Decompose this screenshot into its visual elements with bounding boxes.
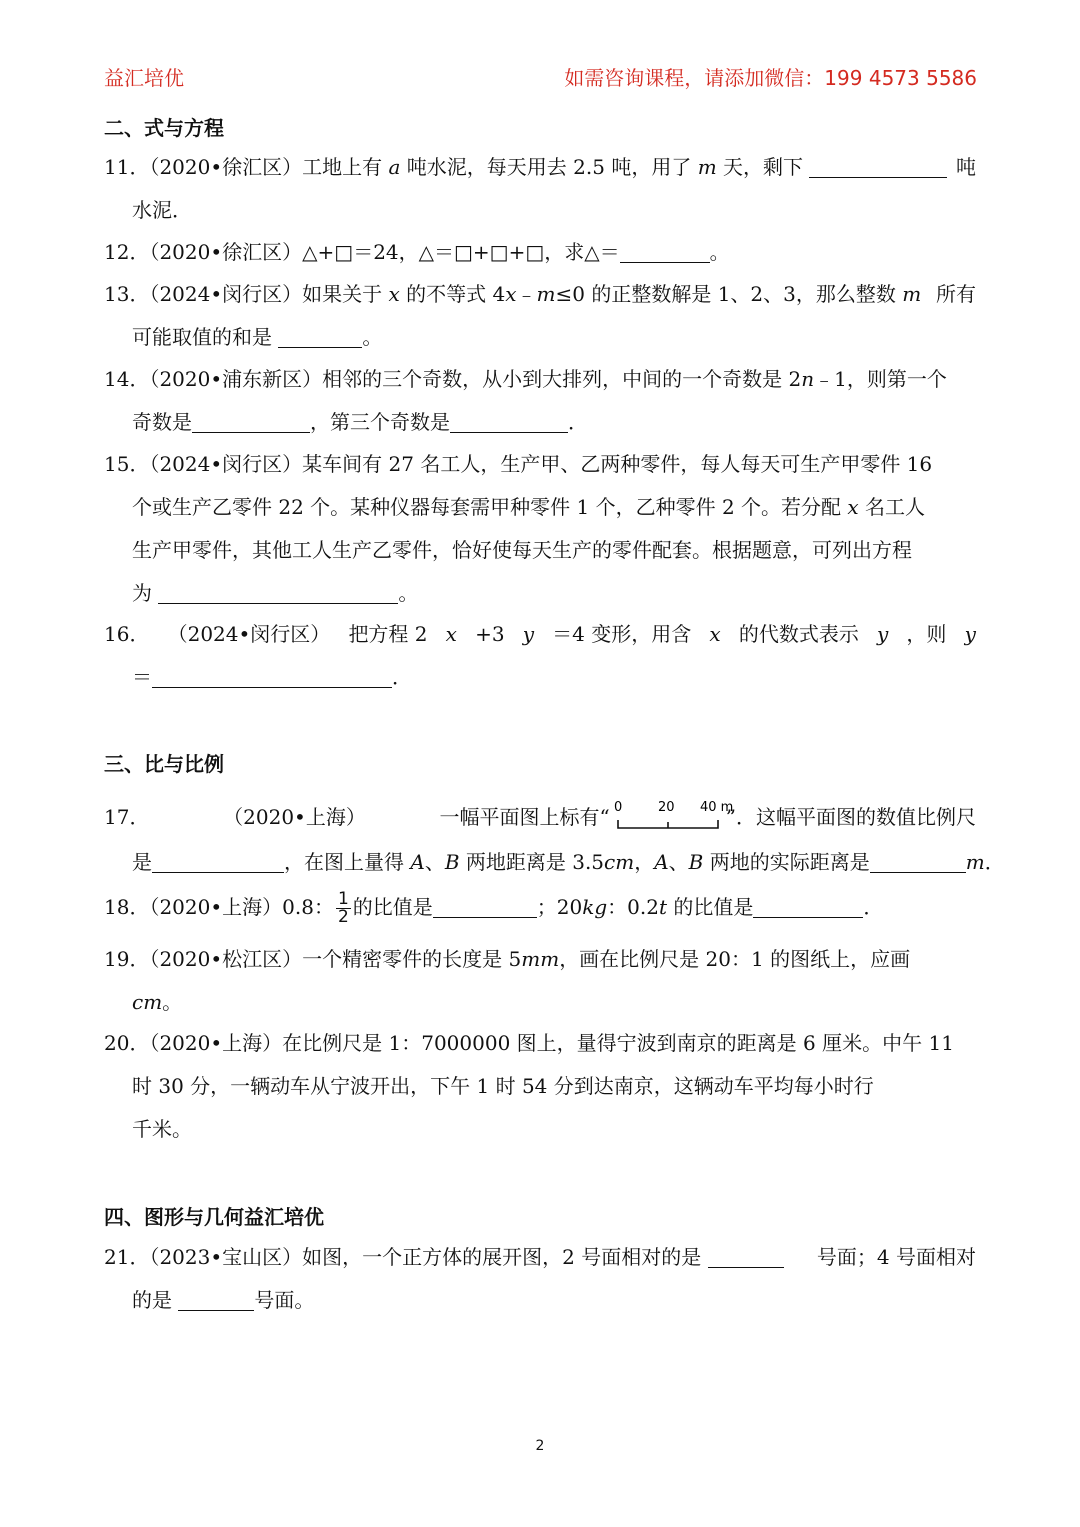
question-12 [104, 231, 976, 274]
question-text: 千米。 [132, 1117, 192, 1141]
question-text: 水泥． [132, 198, 192, 222]
question-text: 两地的实际距离是 [703, 850, 870, 874]
unit: m [965, 850, 985, 874]
question-number: 13． [104, 282, 150, 306]
question-text: 生产甲零件，其他工人生产乙零件，恰好使每天生产的零件配套。根据题意，可列出方程 [132, 538, 912, 562]
variable: n [801, 367, 815, 391]
unit: t [658, 895, 668, 919]
question-text: 的不等式 4 [399, 282, 506, 306]
question-text: 一个精密零件的长度是 5 [302, 947, 522, 971]
answer-blank[interactable] [192, 410, 310, 433]
question-13 [104, 273, 976, 359]
variable: y [964, 622, 976, 646]
answer-blank[interactable] [178, 1288, 254, 1311]
question-text: ＝ [132, 665, 152, 689]
scale-bar-graphic [613, 800, 734, 834]
question-11 [104, 146, 976, 232]
question-text: 工地上有 [302, 155, 389, 179]
question-number: 21． [104, 1245, 150, 1269]
variable: x [445, 622, 457, 646]
question-text: 个或生产乙零件 22 个。某种仪器每套需甲种零件 1 个，乙种零件 2 个。若分配 [132, 495, 848, 519]
question-text: 如图，一个正方体的展开图，2 号面相对的是 [302, 1245, 708, 1269]
variable: a [388, 155, 401, 179]
question-source: （2023•宝山区） [149, 1245, 303, 1269]
question-text: 、 [668, 850, 689, 874]
question-source: （2020•徐汇区） [149, 155, 303, 179]
question-text: 。 [398, 581, 419, 605]
question-source: （2020•上海） [149, 895, 283, 919]
question-text: ＝4 变形，用含 [552, 622, 692, 646]
section-heading-equations: 二、式与方程 [104, 116, 224, 140]
question-text: 。 [362, 325, 383, 349]
question-number: 17． [104, 805, 150, 829]
question-number: 14． [104, 367, 150, 391]
answer-blank[interactable] [433, 895, 537, 918]
question-text: 0.8： [282, 895, 334, 919]
question-text: 所有 [936, 282, 976, 306]
variable: m [536, 282, 556, 306]
variable: m [902, 282, 922, 306]
question-number: 20． [104, 1031, 150, 1055]
variable: x [709, 622, 721, 646]
question-text: 、 [424, 850, 445, 874]
question-text: 的比值是 [352, 895, 433, 919]
fraction [336, 891, 351, 926]
question-number: 11． [104, 155, 150, 179]
question-text: 可能取值的和是 [132, 325, 279, 349]
question-source: （2020•松江区） [149, 947, 303, 971]
question-text: ﹣1，则第一个 [814, 367, 947, 391]
fraction-denominator: 2 [337, 907, 349, 927]
scale-line [618, 820, 718, 828]
question-21 [104, 1236, 976, 1322]
unit: kg [582, 895, 608, 919]
question-text: ． [984, 850, 1005, 874]
question-15 [104, 443, 976, 615]
variable: x [505, 282, 517, 306]
question-text: 的比值是 [667, 895, 754, 919]
question-number: 15． [104, 452, 150, 476]
question-text: 名工人 [858, 495, 926, 519]
question-text: ，则 [906, 622, 947, 646]
answer-blank[interactable] [753, 895, 863, 918]
unit: cm [132, 990, 163, 1014]
question-source: （2020•徐汇区） [149, 240, 303, 264]
section-heading-ratio: 三、比与比例 [104, 752, 224, 776]
question-text: ≤0 的正整数解是 1、2、3，那么整数 [555, 282, 903, 306]
question-text: ． [392, 665, 412, 689]
question-text: △+□＝24，△＝□+□+□，求△＝ [302, 240, 620, 264]
question-14 [104, 358, 976, 444]
question-source: （2020•上海） [223, 805, 366, 829]
answer-blank[interactable] [708, 1245, 784, 1268]
question-text: ，第三个奇数是 [310, 410, 450, 434]
variable: x [847, 495, 859, 519]
answer-blank[interactable] [809, 155, 947, 178]
scale-label-0: 0 [613, 800, 623, 815]
answer-blank[interactable] [158, 581, 398, 604]
variable: A [410, 850, 425, 874]
question-text: 吨水泥，每天用去 2.5 吨，用了 [400, 155, 698, 179]
question-text: 在比例尺是 1：7000000 图上，量得宁波到南京的距离是 6 厘米。中午 11 [282, 1031, 954, 1055]
question-number: 16． [104, 622, 150, 646]
question-text: 的是 [132, 1288, 179, 1312]
question-source: （2020•浦东新区） [149, 367, 323, 391]
answer-blank[interactable] [870, 850, 966, 873]
question-text: 一幅平面图上标有“ [439, 805, 610, 829]
question-text: ，在图上量得 [284, 850, 411, 874]
question-number: 19． [104, 947, 150, 971]
question-text: 把方程 2 [348, 622, 428, 646]
question-source: （2024•闵行区） [167, 622, 331, 646]
question-text: 。 [709, 240, 730, 264]
scale-bar [613, 800, 734, 834]
question-source: （2020•上海） [149, 1031, 283, 1055]
answer-blank[interactable] [278, 325, 362, 348]
question-17 [104, 796, 1005, 884]
question-text: 号面；4 号面相对 [816, 1245, 976, 1269]
unit: mm [521, 947, 560, 971]
variable: B [688, 850, 704, 874]
answer-blank[interactable] [450, 410, 568, 433]
question-text: 吨 [956, 155, 976, 179]
question-number: 12． [104, 240, 150, 264]
scale-label-20: 20 [657, 800, 675, 815]
variable: x [388, 282, 400, 306]
question-text: 时 30 分，一辆动车从宁波开出，下午 1 时 54 分到达南京，这辆动车平均每小时行 [132, 1074, 874, 1098]
scale-label-40: 40 m [699, 800, 734, 815]
question-number: 18． [104, 895, 150, 919]
question-text: ． [863, 895, 884, 919]
question-text: ﹣ [516, 282, 537, 306]
question-text: 相邻的三个奇数，从小到大排列，中间的一个奇数是 2 [322, 367, 802, 391]
question-text: 是 [132, 850, 152, 874]
question-text: +3 [475, 622, 505, 646]
header-contact: 如需咨询课程，请添加微信：199 4573 5586 [564, 66, 977, 90]
question-text: ：0.2 [607, 895, 659, 919]
fraction-numerator: 1 [337, 889, 349, 909]
question-text: ；20 [536, 895, 583, 919]
question-source: （2024•闵行区） [149, 282, 303, 306]
variable: A [654, 850, 669, 874]
question-text: ． [568, 410, 588, 434]
variable: y [876, 622, 889, 646]
question-19 [104, 938, 976, 1024]
question-text: 某车间有 27 名工人，生产甲、乙两种零件，每人每天可生产甲零件 16 [302, 452, 933, 476]
question-text: 如果关于 [302, 282, 389, 306]
question-source: （2024•闵行区） [149, 452, 303, 476]
answer-blank[interactable] [152, 665, 392, 688]
variable: y [522, 622, 535, 646]
question-text: 天，剩下 [716, 155, 810, 179]
variable: m [697, 155, 717, 179]
question-text: 。 [162, 990, 183, 1014]
question-text: 为 [132, 581, 159, 605]
question-text: 两地距离是 3.5 [459, 850, 605, 874]
header-brand: 益汇培优 [104, 66, 184, 90]
answer-blank[interactable] [620, 240, 710, 263]
page-number: 2 [535, 1438, 545, 1454]
question-text: 奇数是 [132, 410, 192, 434]
variable: B [444, 850, 460, 874]
unit: cm [604, 850, 635, 874]
question-text: 号面。 [254, 1288, 315, 1312]
question-text: ， [634, 850, 655, 874]
question-16 [104, 613, 976, 699]
question-20 [104, 1022, 976, 1151]
question-18 [104, 886, 976, 929]
question-text: ，画在比例尺是 20：1 的图纸上，应画 [559, 947, 911, 971]
section-heading-geometry: 四、图形与几何益汇培优 [104, 1205, 324, 1229]
answer-blank[interactable] [152, 850, 284, 873]
question-text: 的代数式表示 [738, 622, 859, 646]
question-text: ”．这幅平面图的数值比例尺 [725, 805, 976, 829]
